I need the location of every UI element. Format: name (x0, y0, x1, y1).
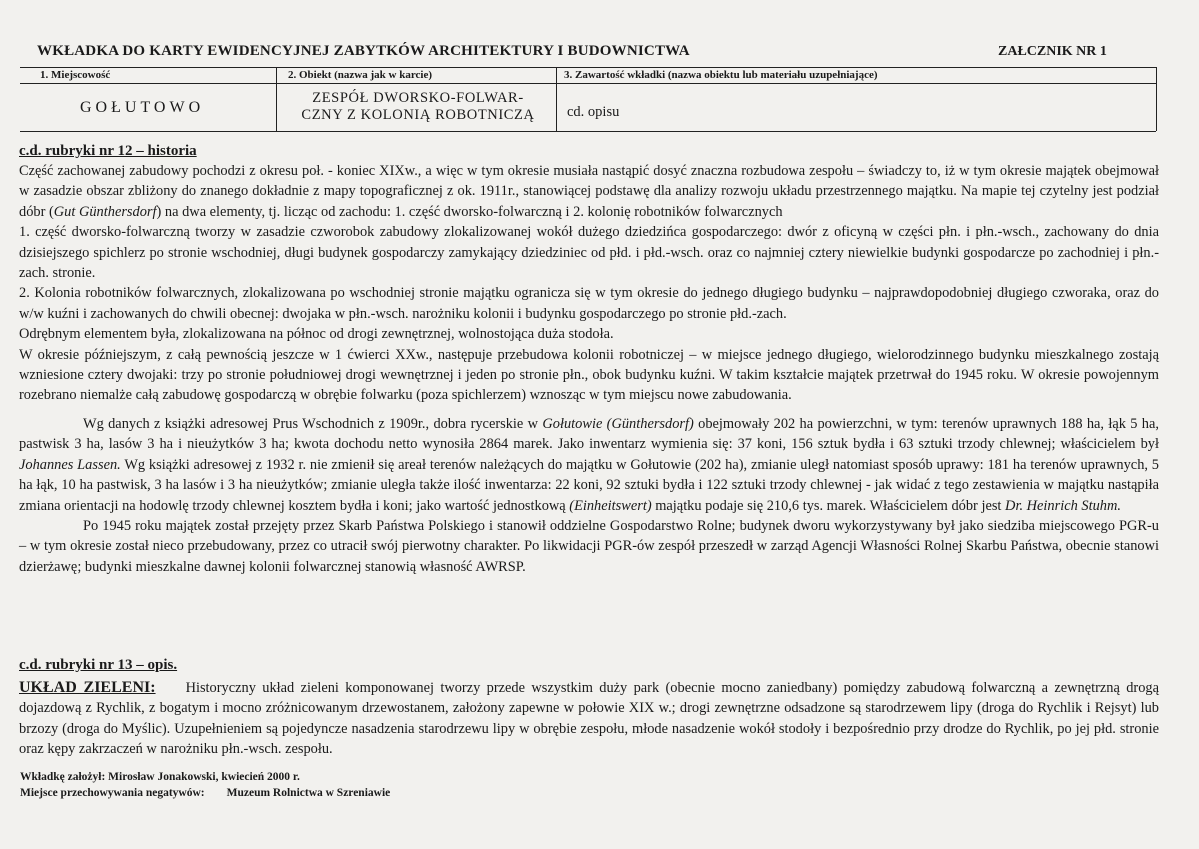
place-label: 1. Miejscowość (40, 69, 111, 81)
paragraph: Po 1945 roku majątek został przejęty przez Skarb Państwa Polskiego i stanowił oddzielne Gospodarstwo Rolne; budynek dworu wykorzystywany był jako siedziba miejscowego PGR-u – w tym okresie został nieco przebudowany, przez co utracił swój pierwotny charakter. Po likwidacji PGR-ów zespół przeszedł w zarząd Agencji Własności Rolnej Skarbu Państwa, obecnie stanowi dzierżawę; budynki mieszkalne dawnej kolonii folwarcznej stanowią własność AWRSP. (19, 517, 1159, 575)
negatives-storage (20, 787, 390, 799)
italic-text: Gut Günthersdorf (53, 203, 157, 220)
table-label-rule (20, 83, 1156, 84)
table-top-rule (20, 67, 1156, 68)
italic-text: Dr. Heinrich Stuhm. (1005, 497, 1121, 514)
author-note: Wkładkę założył: Mirosław Jonakowski, kwiecień 2000 r. (20, 771, 300, 783)
paragraph: Odrębnym elementem była, zlokalizowana na północ od drogi zewnętrznej, wolnostojąca duża stodoła. (19, 326, 614, 343)
object-value-line-2: CZNY Z KOLONIĄ ROBOTNICZĄ (301, 107, 535, 123)
table-divider-2 (556, 67, 557, 131)
table-divider-1 (276, 67, 277, 131)
place-value: GOŁUTOWO (80, 99, 205, 116)
paragraph: 1. część dworsko-folwarczną tworzy w zasadzie czworobok zabudowy zlokalizowanej wokół dużego dziedzińca gospodarczego: dwór z oficyną w części płn. i płn.-wsch., zachowany do dnia dzisiejszego spichlerz po stronie wschodniej, długi budynek gospodarczy zamykający dziedziniec od płd. i płd.-wsch. oraz co najmniej cztery niewielkie budynki gospodarcze po zachodniej i płn.-zach. stronie. (19, 224, 1159, 282)
italic-text: Gołutowie (Günthersdorf) (542, 415, 694, 432)
paragraph (19, 161, 1159, 222)
object-value (288, 90, 548, 124)
paragraph (19, 678, 1159, 760)
section-12-body (19, 161, 1159, 577)
storage-value: Muzeum Rolnictwa w Szreniawie (226, 787, 391, 799)
content-value: cd. opisu (567, 104, 620, 120)
table-bottom-rule (20, 131, 1156, 132)
italic-text: Johannes Lassen. (19, 456, 121, 473)
object-label: 2. Obiekt (nazwa jak w karcie) (288, 69, 433, 81)
paragraph: W okresie późniejszym, z całą pewnością jeszcze w 1 ćwierci XXw., następuje przebudowa kolonii robotniczej – w miejsce jednego długiego, wielorodzinnego budynku mieszkalnego zostają wzniesione cztery dwojaki: trzy po stronie południowej drogi wewnętrznej i jeden po stronie płn., obok budynku kuźni. W takim kształcie majątek przetrwał do 1945 roku. W okresie powojennym rozebrano niemalże całą zabudowę gospodarczą w obrębie folwarku (poza spichlerzem) wznosząc w tym miejscu nowe zabudowania. (19, 346, 1159, 404)
text-run: Wg książki adresowej z 1932 r. nie zmienił się areał terenów należących do majątku w Gołutowie (202 ha), zmianie uległ natomiast sposób uprawy: 181 ha terenów uprawnych, 5 ha łąk, 10 ha pastwisk, 3 ha lasów i 3 ha nieużytków; zmianie uległa także ilość inwentarza: 22 koni, 92 sztuki bydła i 122 sztuki trzody chlewnej - jak widać z tego zestawienia w majątku nastąpiła zmiana orientacji na hodowlę trzody chlewnej kosztem bydła i koni; jako wartość jednostkową (19, 456, 1160, 514)
section-13-title: c.d. rubryki nr 13 – opis. (19, 657, 178, 673)
text-run: ) na dwa elementy, tj. licząc od zachodu: 1. część dworsko-folwarczną i 2. kolonię robotników folwarcznych (156, 203, 783, 220)
annex-number: ZAŁCZNIK NR 1 (998, 44, 1107, 59)
section-12-title: c.d. rubryki nr 12 – historia (19, 143, 197, 159)
text-run: obejmowały 202 ha powierzchni, w tym: terenów uprawnych 188 ha, łąk 5 ha, pastwisk 3 ha, lasów 3 ha i nieużytków 3 ha; kwota dochodu netto wynosiła 2864 marek. Jako inwentarz wymienia się: 37 koni, 156 sztuk bydła i 63 sztuki trzody chlewnej; właścicielem był (19, 415, 1159, 453)
paragraph: 2. Kolonia robotników folwarcznych, zlokalizowana po wschodniej stronie majątku ogranicza się w tym okresie do jednego długiego budynku – najprawdopodobniej długiego czworaka, oraz do w/w kuźni i zachowanych do chwili obecnej: dwojaka w płn.-wsch. narożniku kolonii i budynku gospodarczego po stronie płd.-zach. (19, 285, 1159, 322)
text-run: Część zachowanej zabudowy pochodzi z okresu poł. - koniec XIXw., a więc w tym okresie musiała nastąpić dosyć znaczna rozbudowa zespołu – świadczy to, iż w tym okresie majątek obejmował w zasadzie obszar zbliżony do znanego dokładnie z mapy topograficznej z ok. 1911r., stanowiącej podstawę dla analizy rozwoju układu przestrzennego majątku. Na mapie tej czytelny jest podział dóbr ( (19, 163, 1159, 220)
content-label: 3. Zawartość wkładki (nazwa obiektu lub materiału uzupełniające) (564, 69, 878, 81)
paragraph (19, 414, 1159, 516)
text-run: Historyczny układ zieleni komponowanej tworzy przede wszystkim duży park (obecnie mocno zaniedbany) pomiędzy zabudową folwarczną a zewnętrzną drogą dojazdową z Rychlik, z bogatym i mocno zróżnicowanym drzewostanem, założony zapewne w połowie XIX w.; drogi zewnętrzne odsadzone są starodrzewem lipy (droga do Rychlik i Rejsyt) lub brzozy (droga do Myślic). Uzupełnieniem są pojedyncze nasadzenia starodrzewu lipy w obrębie zespołu, młode nasadzenie wokół stodoły i bezpośrednio przy drodze do Rychlik, po jej płd. stronie oraz kępy zakrzaczeń w narożniku płn.-wsch. zespołu. (19, 680, 1159, 758)
text-run: majątku podaje się 210,6 tys. marek. Właścicielem dóbr jest (651, 497, 1006, 514)
italic-text: (Einheitswert) (569, 497, 652, 514)
table-right-edge (1156, 67, 1157, 131)
object-value-line-1: ZESPÓŁ DWORSKO-FOLWAR- (312, 90, 524, 106)
section-13-body (19, 678, 1159, 760)
greenery-heading: UKŁAD ZIELENI: (19, 679, 156, 696)
text-run: Wg danych z książki adresowej Prus Wschodnich z 1909r., dobra rycerskie w (83, 415, 543, 432)
storage-label: Miejsce przechowywania negatywów: (20, 787, 205, 799)
document-title: WKŁADKA DO KARTY EWIDENCYJNEJ ZABYTKÓW ARCHITEKTURY I BUDOWNICTWA (37, 43, 690, 59)
